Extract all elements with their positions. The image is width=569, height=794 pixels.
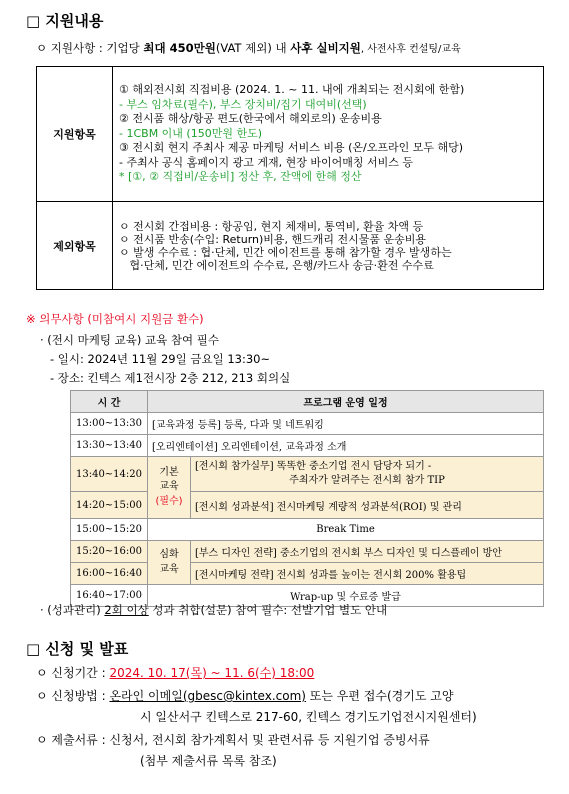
duty-place: - 장소: 킨텍스 제1전시장 2층 212, 213 회의실 bbox=[50, 371, 291, 385]
schedule-program bbox=[191, 492, 544, 519]
schedule-header-time: 시 간 bbox=[71, 391, 148, 413]
application-docs-value: 신청서, 전시회 참가계획서 및 관련서류 등 지원기업 증빙서류 bbox=[109, 733, 430, 747]
support-item-line: - 1CBM 이내 (150만원 한도) bbox=[119, 126, 263, 140]
excluded-item-line: ㅇ 전시회 간접비용 : 항공임, 현지 체재비, 통역비, 환율 차액 등 bbox=[119, 219, 424, 233]
schedule-tag: [오리엔테이션] bbox=[152, 442, 218, 453]
application-period-value: 2024. 10. 17(목) ~ 11. 6(수) 18:00 bbox=[109, 666, 315, 680]
schedule-header-program: 프로그램 운영 일정 bbox=[148, 391, 544, 413]
group-advanced-line: 심화 bbox=[159, 549, 179, 560]
support-items-label: 지원항목 bbox=[37, 67, 113, 202]
duty-education: · (전시 마케팅 교육) 교육 참여 필수 bbox=[40, 333, 219, 347]
schedule-text-2: 주최자가 알려주는 전시회 참가 TIP bbox=[289, 475, 445, 486]
application-docs-label: ㅇ 제출서류 : bbox=[36, 733, 110, 747]
support-summary-mid: (VAT 제외) 내 bbox=[215, 41, 291, 55]
schedule-break: Break Time bbox=[148, 519, 544, 541]
application-docs-note: (첨부 제출서류 목록 참조) bbox=[140, 754, 277, 768]
schedule-text: 전시회 성과를 높이는 전시회 200% 활용팁 bbox=[273, 570, 467, 581]
schedule-time: 13:30~13:40 bbox=[71, 435, 148, 457]
application-docs bbox=[36, 731, 430, 748]
duty-date: - 일시: 2024년 11월 29일 금요일 13:30~ bbox=[50, 352, 271, 366]
support-item-line: ③ 전시회 현지 주최사 제공 마케팅 서비스 비용 (온/오프라인 모두 해당) bbox=[119, 141, 464, 155]
schedule-program bbox=[191, 563, 544, 585]
schedule-time: 13:00~13:30 bbox=[71, 413, 148, 435]
application-method-address: 시 일산서구 킨텍스로 217-60, 킨텍스 경기도기업전시지원센터) bbox=[140, 710, 477, 724]
schedule-text: 전시마케팅 계량적 성과분석(ROI) 및 관리 bbox=[273, 501, 462, 513]
support-item-line: * [①, ② 직접비/운송비] 정산 후, 잔액에 한해 정산 bbox=[119, 170, 362, 184]
perf-management bbox=[40, 602, 387, 618]
excluded-item-line: 협·단체, 민간 에이전트의 수수료, 은행/카드사 송금·환전 수수료 bbox=[119, 258, 434, 272]
schedule-time: 13:40~14:20 bbox=[71, 457, 148, 492]
support-consulting: , 사전사후 컨설팅/교육 bbox=[360, 44, 461, 55]
group-basic-line: 교육 bbox=[159, 481, 179, 493]
excluded-item-line: ㅇ 발생 수수료 : 협·단체, 민간 에이전트를 통해 참가할 경우 발생하는 bbox=[119, 245, 452, 259]
schedule-text: 똑똑한 중소기업 전시 담당자 되기 - bbox=[273, 460, 432, 472]
schedule-program bbox=[148, 435, 544, 457]
application-period bbox=[36, 664, 314, 681]
application-method-online: 온라인 이메일(gbesc@kintex.com) bbox=[109, 689, 306, 703]
application-method-label: ㅇ 신청방법 : bbox=[36, 689, 110, 703]
support-item-line: - 부스 임차료(필수), 부스 장치비/집기 대여비(선택) bbox=[119, 97, 367, 111]
perf-suffix: 성과 취합(설문) 참여 필수: 선발기업 별도 안내 bbox=[148, 603, 388, 617]
perf-count: 2회 이상 bbox=[104, 603, 149, 617]
schedule-program bbox=[191, 457, 544, 492]
group-basic-line: 기본 bbox=[159, 466, 179, 478]
schedule-text: 중소기업의 전시회 부스 디자인 및 디스플레이 방안 bbox=[276, 548, 502, 559]
support-reimbursement: 사후 실비지원 bbox=[290, 41, 361, 55]
schedule-time: 16:00~16:40 bbox=[71, 563, 148, 585]
schedule-time: 16:40~17:00 bbox=[71, 585, 148, 607]
application-method-rest: 또는 우편 접수(경기도 고양 bbox=[305, 689, 454, 703]
support-items-content bbox=[113, 67, 544, 202]
application-method bbox=[36, 687, 453, 704]
schedule-tag: [전시마케팅 전략] bbox=[195, 570, 274, 581]
schedule-tag: [전시회 참가실무] bbox=[195, 460, 274, 472]
excluded-item-line: ㅇ 전시품 반송(수입: Return)비용, 핸드캐리 전시물품 운송비용 bbox=[119, 232, 427, 246]
section-title-support: □ 지원내용 bbox=[26, 12, 104, 30]
schedule-time: 15:00~15:20 bbox=[71, 519, 148, 541]
support-items-table bbox=[36, 66, 544, 290]
schedule-wrapup: Wrap-up 및 수료증 발급 bbox=[148, 585, 544, 607]
schedule-text: 오리엔테이션, 교육과정 소개 bbox=[217, 442, 347, 453]
schedule-tag: [교육과정 등록] bbox=[152, 420, 221, 431]
support-max-amount: 최대 450만원 bbox=[143, 41, 216, 55]
schedule-time: 14:20~15:00 bbox=[71, 492, 148, 519]
group-basic-required: (필수) bbox=[155, 495, 183, 507]
support-summary-prefix: ㅇ 지원사항 : 기업당 bbox=[36, 41, 144, 55]
schedule-time: 15:20~16:00 bbox=[71, 541, 148, 563]
schedule-tag: [부스 디자인 전략] bbox=[195, 548, 277, 559]
group-advanced-line: 교육 bbox=[159, 563, 179, 575]
schedule-tag: [전시회 성과분석] bbox=[195, 501, 274, 513]
schedule-group-basic bbox=[148, 457, 191, 519]
schedule-table bbox=[70, 390, 544, 607]
support-item-line: ② 전시품 해상/항공 편도(한국에서 해외로의) 운송비용 bbox=[119, 112, 382, 126]
support-item-line: ① 해외전시회 직접비용 (2024. 1. ~ 11. 내에 개최되는 전시회에 한함) bbox=[119, 83, 465, 97]
schedule-text: 등록, 다과 및 네트워킹 bbox=[220, 420, 324, 431]
application-period-label: ㅇ 신청기간 : bbox=[36, 666, 110, 680]
support-summary bbox=[36, 40, 461, 56]
schedule-group-advanced bbox=[148, 541, 191, 585]
perf-prefix: · (성과관리) bbox=[40, 603, 105, 617]
section-title-application: □ 신청 및 발표 bbox=[26, 640, 129, 658]
schedule-program bbox=[148, 413, 544, 435]
excluded-items-label: 제외항목 bbox=[37, 202, 113, 290]
excluded-items-content bbox=[113, 202, 544, 290]
duty-title: ※ 의무사항 (미참여시 지원금 환수) bbox=[26, 312, 204, 326]
schedule-program bbox=[191, 541, 544, 563]
support-item-line: - 주최사 공식 홈페이지 광고 게재, 현장 바이어매칭 서비스 등 bbox=[119, 155, 413, 169]
